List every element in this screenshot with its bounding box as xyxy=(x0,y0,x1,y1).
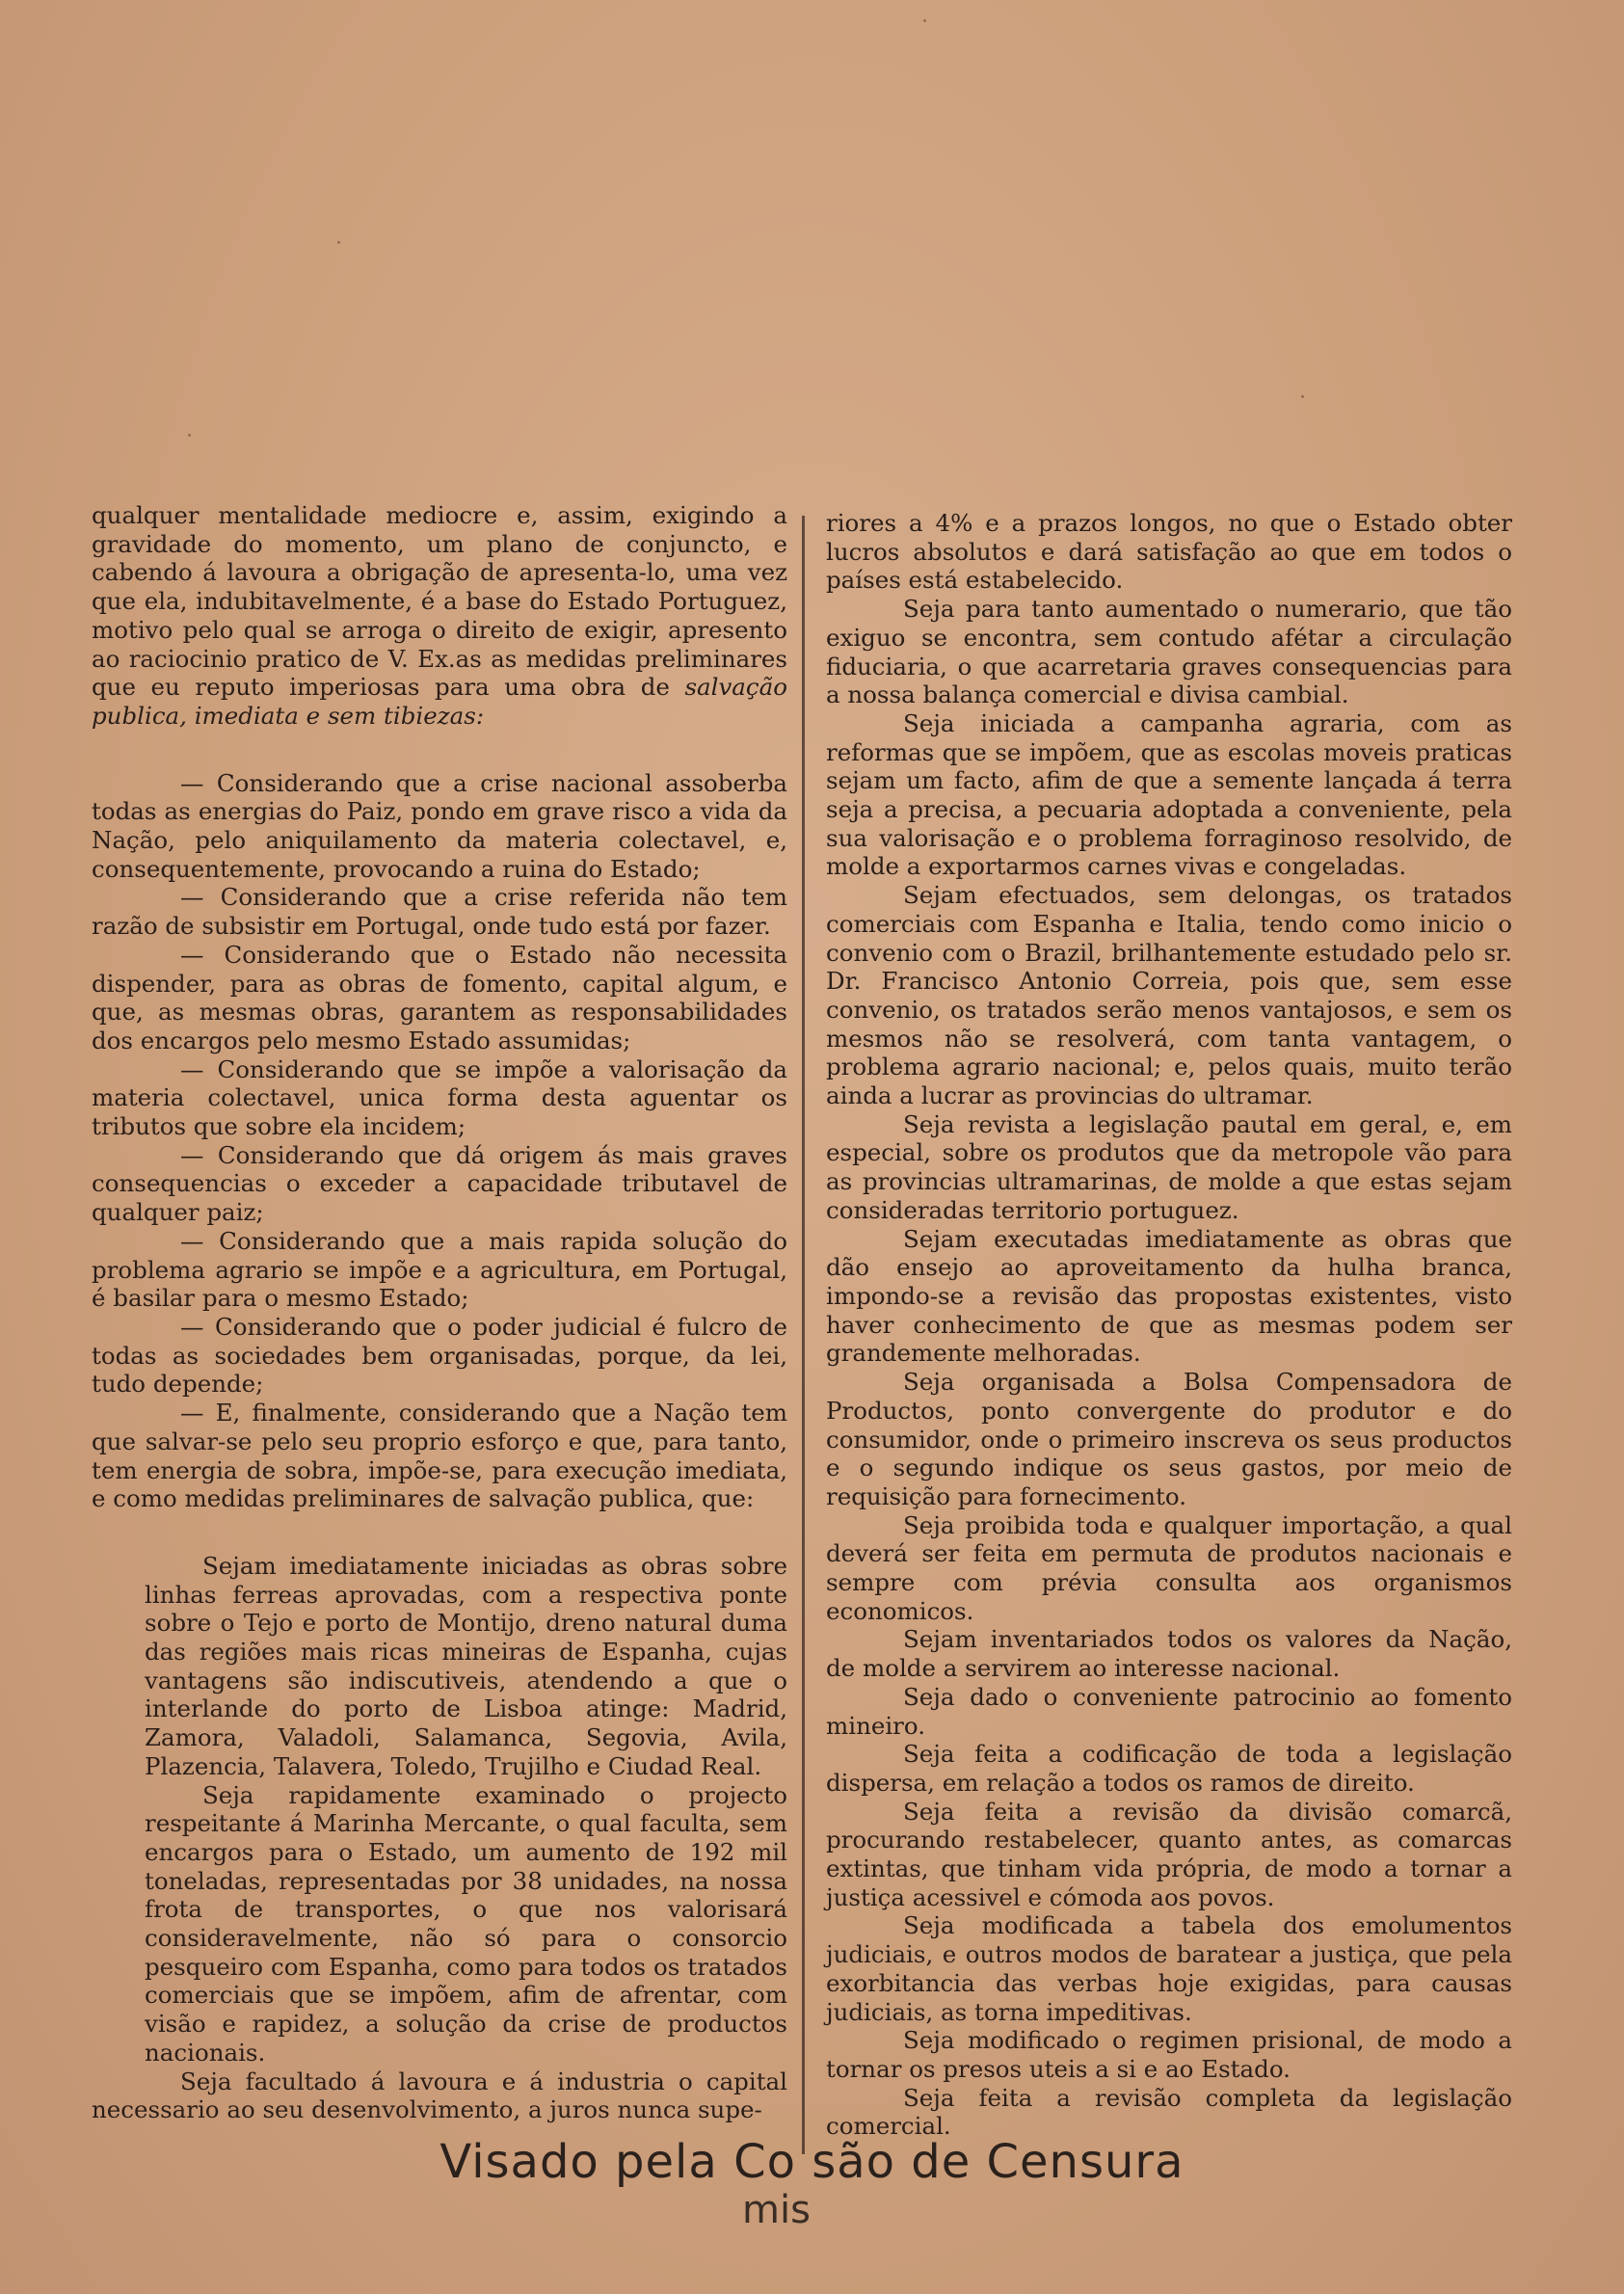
medida-bolsa-compensadora: Seja organisada a Bolsa Compensadora de Productos, ponto convergente do produtor e do consumidor, onde o primeiro inscreva os seus productos e o segundo indique os seus gastos, por meio de requisição para fornecimento. xyxy=(826,1368,1512,1510)
column-divider xyxy=(802,516,805,2154)
medida-divisao-comarca: Seja feita a revisão da divisão comarcã, procurando restabelecer, quanto antes, as comarcas extintas, que tinham vida própria, de modo a tornar a justiça acessivel e cómoda aos povos. xyxy=(826,1797,1512,1911)
considerando-5: — Considerando que dá origem ás mais graves consequencias o exceder a capacidade tributavel de qualquer paiz; xyxy=(92,1140,787,1227)
medida-legislacao-comercial: Seja feita a revisão completa da legislação comercial. xyxy=(826,2083,1512,2141)
considerando-6: — Considerando que a mais rapida solução do problema agrario se impõe e a agricultura, em Portugal, é basilar para o mesmo Estado; xyxy=(92,1226,787,1313)
continuation-paragraph: riores a 4% e a prazos longos, no que o Estado obter lucros absolutos e dará satisfação ao que em todos o países está estabelecido. xyxy=(826,509,1512,595)
right-column xyxy=(826,509,1512,2141)
considerando-8: — E, finalmente, considerando que a Nação tem que salvar-se pelo seu proprio esforço e que, para tanto, tem energia de sobra, impõe-se, para execução imediata, e como medidas preliminares de salvação publica, que: xyxy=(92,1399,787,1513)
medida-codificacao: Seja feita a codificação de toda a legislação dispersa, em relação a todos os ramos de direito. xyxy=(826,1740,1512,1797)
medida-emolumentos: Seja modificada a tabela dos emolumentos judiciais, e outros modos de baratear a justiça, que pela exorbitancia das verbas hoje exigidas, para causas judiciais, as torna impeditivas. xyxy=(826,1911,1512,2026)
left-column xyxy=(92,501,787,2124)
medida-numerario: Seja para tanto aumentado o numerario, que tão exiguo se encontra, sem contudo afétar a circulação fiduciaria, o que acarretaria graves consequencias para a nossa balança comercial e divisa cambial. xyxy=(826,595,1512,709)
considerando-2: — Considerando que a crise referida não tem razão de subsistir em Portugal, onde tudo está por fazer. xyxy=(92,883,787,941)
intro-italic: salvação publica, imediata e sem tibiezas: xyxy=(92,673,787,730)
medida-marinha-mercante: Seja rapidamente examinado o projecto respeitante á Marinha Mercante, o qual faculta, sem encargos para o Estado, um aumento de 192 mil toneladas, representadas por 38 unidades, na nossa frota de transportes, o que nos valorisará consideravelmente, não só para o consorcio pesqueiro com Espanha, como para todos os tratados comerciais que se impõem, afim de afrentar, com visão e rapidez, a solução da crise de productos nacionais. xyxy=(145,1780,787,2067)
considerando-7: — Considerando que o poder judicial é fulcro de todas as sociedades bem organisadas, porque, da lei, tudo depende; xyxy=(92,1312,787,1399)
medida-importacao: Seja proibida toda e qualquer importação, a qual deverá ser feita em permuta de produtos nacionais e sempre com prévia consulta aos organismos economicos. xyxy=(826,1510,1512,1625)
censorship-stamp-fragment: mis xyxy=(742,2188,811,2232)
paper-speck xyxy=(337,241,340,244)
medida-capital-lavoura: Seja facultado á lavoura e á industria o capital necessario ao seu desenvolvimento, a juros nunca supe- xyxy=(92,2067,787,2124)
considerando-3: — Considerando que o Estado não necessita dispender, para as obras de fomento, capital algum, e que, as mesmas obras, garantem as responsabilidades dos encargos pelo mesmo Estado assumidas; xyxy=(92,940,787,1054)
medida-tratados-comerciais: Sejam efectuados, sem delongas, os tratados comerciais com Espanha e Italia, tendo como inicio o convenio com o Brazil, brilhantemente estudado pelo sr. Dr. Francisco Antonio Correia, pois que, sem esse convenio, os tratados serão menos vantajosos, e sem os mesmos não se resolverá, com tanta vantagem, o problema agrario nacional; e, pelos quais, muito terão ainda a lucrar as provincias do ultramar. xyxy=(826,881,1512,1110)
paper-speck xyxy=(923,19,926,22)
medida-linhas-ferreas: Sejam imediatamente iniciadas as obras sobre linhas ferreas aprovadas, com a respectiva ponte sobre o Tejo e porto de Montijo, dreno natural duma das regiões mais ricas mineiras de Espanha, cujas vantagens são indiscutiveis, atendendo a que o interlande do porto de Lisboa atinge: Madrid, Zamora, Valadoli, Salamanca, Segovia, Avila, Plazencia, Talavera, Toledo, Trujilho e Ciudad Real. xyxy=(145,1551,787,1780)
intro-paragraph: qualquer mentalidade mediocre e, assim, exigindo a gravidade do momento, um plano de conjuncto, e cabendo á lavoura a obrigação de apresenta-lo, uma vez que ela, indubitavelmente, é a base do Estado Portuguez, motivo pelo qual se arroga o direito de exigir, apresento ao raciocinio pratico de V. Ex.as as medidas preliminares que eu reputo imperiosas para uma obra de salvação publica, imediata e sem tibiezas: xyxy=(92,501,787,730)
medida-inventario: Sejam inventariados todos os valores da Nação, de molde a servirem ao interesse nacional. xyxy=(826,1625,1512,1683)
paper-speck xyxy=(1301,395,1304,398)
considerando-4: — Considerando que se impõe a valorisação da materia colectavel, unica forma desta aguentar os tributos que sobre ela incidem; xyxy=(92,1054,787,1141)
medida-fomento-mineiro: Seja dado o conveniente patrocinio ao fomento mineiro. xyxy=(826,1682,1512,1740)
considerando-1: — Considerando que a crise nacional assoberba todas as energias do Paiz, pondo em grave risco a vida da Nação, pelo aniquilamento da materia colectavel, e, consequentemente, provocando a ruina do Estado; xyxy=(92,768,787,883)
medida-regimen-prisional: Seja modificado o regimen prisional, de modo a tornar os presos uteis a si e ao Estado. xyxy=(826,2026,1512,2083)
censorship-stamp-text: Visado pela Co são de Censura xyxy=(439,2135,1185,2189)
medida-campanha-agraria: Seja iniciada a campanha agraria, com as reformas que se impõem, que as escolas moveis praticas sejam um facto, afim de que a semente lançada á terra seja a precisa, a pecuaria adoptada a conveniente, pela sua valorisação e o problema forraginoso resolvido, de molde a exportarmos carnes vivas e congeladas. xyxy=(826,708,1512,881)
medida-legislacao-pautal: Seja revista a legislação pautal em geral, e, em especial, sobre os produtos que da metropole vão para as provincias ultramarinas, de molde a que estas sejam consideradas territorio portuguez. xyxy=(826,1109,1512,1224)
paper-speck xyxy=(188,434,191,437)
medida-hulha-branca: Sejam executadas imediatamente as obras que dão ensejo ao aproveitamento da hulha branca, impondo-se a revisão das propostas existentes, visto haver conhecimento de que as mesmas podem ser grandemente melhoradas. xyxy=(826,1224,1512,1368)
